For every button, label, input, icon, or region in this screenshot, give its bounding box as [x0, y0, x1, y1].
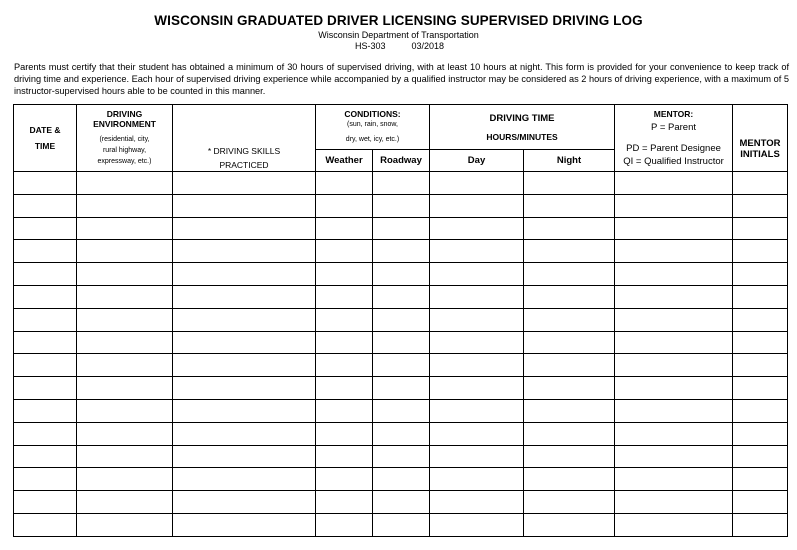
skills-header — [173, 105, 316, 172]
skills-cell[interactable] — [173, 491, 316, 514]
day-cell[interactable] — [430, 308, 524, 331]
mentor-cell[interactable] — [615, 399, 733, 422]
initials-cell[interactable] — [733, 445, 788, 468]
skills-cell[interactable] — [173, 331, 316, 354]
environment-cell[interactable] — [77, 263, 173, 286]
day-header: Day — [430, 150, 524, 172]
mentor-parent: P = Parent — [651, 122, 696, 133]
log-rows — [14, 172, 788, 537]
environment-cell[interactable] — [77, 354, 173, 377]
initials-cell[interactable] — [733, 422, 788, 445]
initials-cell[interactable] — [733, 308, 788, 331]
date-time-cell[interactable] — [14, 240, 77, 263]
night-header: Night — [524, 150, 615, 172]
initials-cell[interactable] — [733, 285, 788, 308]
environment-cell[interactable] — [77, 240, 173, 263]
date-time-cell[interactable] — [14, 468, 77, 491]
roadway-cell[interactable] — [373, 491, 430, 514]
night-cell[interactable] — [524, 491, 615, 514]
date-time-line2: TIME — [34, 141, 56, 151]
mentor-header — [615, 105, 733, 172]
initials-cell[interactable] — [733, 377, 788, 400]
day-cell[interactable] — [430, 263, 524, 286]
mentor-cell[interactable] — [615, 513, 733, 536]
date-time-cell[interactable] — [14, 377, 77, 400]
initials-cell[interactable] — [733, 194, 788, 217]
form-id — [355, 41, 470, 51]
weather-cell[interactable] — [316, 240, 373, 263]
initials-cell[interactable] — [733, 240, 788, 263]
night-cell[interactable] — [524, 217, 615, 240]
mentor-cell[interactable] — [615, 422, 733, 445]
mentor-title: MENTOR: — [653, 109, 694, 119]
mentor-cell[interactable] — [615, 285, 733, 308]
initials-cell[interactable] — [733, 263, 788, 286]
table-row — [14, 308, 788, 331]
conditions-note-line1: (sun, rain, snow, — [347, 121, 398, 128]
skills-cell[interactable] — [173, 377, 316, 400]
date-time-cell[interactable] — [14, 263, 77, 286]
roadway-cell[interactable] — [373, 194, 430, 217]
driving-log-table — [13, 104, 788, 537]
roadway-cell[interactable] — [373, 263, 430, 286]
day-cell[interactable] — [430, 513, 524, 536]
environment-cell[interactable] — [77, 399, 173, 422]
table-row — [14, 399, 788, 422]
roadway-cell[interactable] — [373, 331, 430, 354]
environment-cell[interactable] — [77, 331, 173, 354]
weather-cell[interactable] — [316, 377, 373, 400]
night-cell[interactable] — [524, 240, 615, 263]
initials-cell[interactable] — [733, 172, 788, 195]
roadway-cell[interactable] — [373, 354, 430, 377]
mentor-qualified-instructor: QI = Qualified Instructor — [623, 156, 724, 167]
environment-title-line2: ENVIRONMENT — [93, 119, 156, 129]
initials-cell[interactable] — [733, 491, 788, 514]
initials-cell[interactable] — [733, 399, 788, 422]
skills-cell[interactable] — [173, 445, 316, 468]
form-number: HS-303 — [355, 41, 386, 51]
mentor-cell[interactable] — [615, 354, 733, 377]
conditions-header — [316, 105, 430, 150]
night-cell[interactable] — [524, 513, 615, 536]
weather-cell[interactable] — [316, 513, 373, 536]
roadway-cell[interactable] — [373, 285, 430, 308]
environment-title-line1: DRIVING — [106, 109, 143, 119]
table-row — [14, 468, 788, 491]
weather-cell[interactable] — [316, 217, 373, 240]
roadway-cell[interactable] — [373, 468, 430, 491]
table-row — [14, 194, 788, 217]
roadway-cell[interactable] — [373, 399, 430, 422]
mentor-cell[interactable] — [615, 263, 733, 286]
date-time-cell[interactable] — [14, 399, 77, 422]
day-cell[interactable] — [430, 399, 524, 422]
skills-cell[interactable] — [173, 217, 316, 240]
weather-cell[interactable] — [316, 468, 373, 491]
roadway-cell[interactable] — [373, 217, 430, 240]
night-cell[interactable] — [524, 422, 615, 445]
roadway-cell[interactable] — [373, 513, 430, 536]
date-time-cell[interactable] — [14, 285, 77, 308]
day-cell[interactable] — [430, 422, 524, 445]
roadway-header: Roadway — [373, 150, 430, 172]
mentor-parent-designee: PD = Parent Designee — [626, 143, 721, 154]
weather-cell[interactable] — [316, 172, 373, 195]
hours-minutes-label: HOURS/MINUTES — [486, 131, 558, 142]
environment-header — [77, 105, 173, 172]
mentor-cell[interactable] — [615, 331, 733, 354]
roadway-cell[interactable] — [373, 422, 430, 445]
skills-cell[interactable] — [173, 513, 316, 536]
table-row — [14, 422, 788, 445]
weather-cell[interactable] — [316, 194, 373, 217]
day-cell[interactable] — [430, 172, 524, 195]
initials-line1: MENTOR — [739, 138, 781, 149]
night-cell[interactable] — [524, 354, 615, 377]
day-cell[interactable] — [430, 217, 524, 240]
initials-line2: INITIALS — [740, 149, 780, 160]
weather-cell[interactable] — [316, 445, 373, 468]
night-cell[interactable] — [524, 308, 615, 331]
initials-cell[interactable] — [733, 331, 788, 354]
skills-line2: PRACTICED — [219, 160, 269, 170]
night-cell[interactable] — [524, 263, 615, 286]
initials-header — [733, 105, 788, 172]
date-time-cell[interactable] — [14, 217, 77, 240]
night-cell[interactable] — [524, 399, 615, 422]
mentor-cell[interactable] — [615, 194, 733, 217]
date-time-cell[interactable] — [14, 445, 77, 468]
environment-note-line3: expressway, etc.) — [97, 158, 152, 165]
skills-cell[interactable] — [173, 194, 316, 217]
environment-cell[interactable] — [77, 491, 173, 514]
roadway-cell[interactable] — [373, 172, 430, 195]
environment-cell[interactable] — [77, 422, 173, 445]
mentor-cell[interactable] — [615, 377, 733, 400]
table-row — [14, 377, 788, 400]
roadway-cell[interactable] — [373, 445, 430, 468]
day-cell[interactable] — [430, 354, 524, 377]
night-cell[interactable] — [524, 331, 615, 354]
initials-cell[interactable] — [733, 468, 788, 491]
night-cell[interactable] — [524, 194, 615, 217]
mentor-cell[interactable] — [615, 445, 733, 468]
night-cell[interactable] — [524, 377, 615, 400]
mentor-cell[interactable] — [615, 308, 733, 331]
skills-cell[interactable] — [173, 468, 316, 491]
weather-cell[interactable] — [316, 263, 373, 286]
weather-cell[interactable] — [316, 399, 373, 422]
day-cell[interactable] — [430, 445, 524, 468]
day-cell[interactable] — [430, 491, 524, 514]
intro-paragraph: Parents must certify that their student has obtained a minimum of 30 hours of supervised driving, with at least 10 hours at night. This form is provided for your convenience to keep track of driving time and experience. Each hour of supervised driving experience while accompanied by a qualified instructor may be considered as 2 hours of driving experience, with a maximum of 5 instructor-supervised hours able to be counted in this manner. — [14, 62, 789, 96]
skills-line1: * DRIVING SKILLS — [207, 146, 281, 156]
mentor-cell[interactable] — [615, 491, 733, 514]
roadway-cell[interactable] — [373, 308, 430, 331]
weather-cell[interactable] — [316, 354, 373, 377]
weather-cell[interactable] — [316, 331, 373, 354]
table-row — [14, 217, 788, 240]
environment-cell[interactable] — [77, 217, 173, 240]
conditions-title: CONDITIONS: — [344, 109, 401, 119]
mentor-cell[interactable] — [615, 240, 733, 263]
driving-time-title: DRIVING TIME — [489, 112, 555, 124]
skills-cell[interactable] — [173, 422, 316, 445]
night-cell[interactable] — [524, 445, 615, 468]
table-row — [14, 263, 788, 286]
skills-cell[interactable] — [173, 240, 316, 263]
environment-cell[interactable] — [77, 377, 173, 400]
table-row — [14, 354, 788, 377]
night-cell[interactable] — [524, 468, 615, 491]
skills-cell[interactable] — [173, 172, 316, 195]
table-row — [14, 240, 788, 263]
initials-cell[interactable] — [733, 217, 788, 240]
roadway-cell[interactable] — [373, 377, 430, 400]
mentor-cell[interactable] — [615, 468, 733, 491]
date-time-cell[interactable] — [14, 331, 77, 354]
date-time-cell[interactable] — [14, 513, 77, 536]
mentor-cell[interactable] — [615, 172, 733, 195]
date-time-cell[interactable] — [14, 422, 77, 445]
document-title: WISCONSIN GRADUATED DRIVER LICENSING SUPERVISED DRIVING LOG — [154, 13, 643, 28]
environment-cell[interactable] — [77, 445, 173, 468]
skills-cell[interactable] — [173, 354, 316, 377]
day-cell[interactable] — [430, 377, 524, 400]
table-row — [14, 445, 788, 468]
environment-cell[interactable] — [77, 308, 173, 331]
weather-cell[interactable] — [316, 308, 373, 331]
environment-cell[interactable] — [77, 513, 173, 536]
table-row — [14, 285, 788, 308]
skills-cell[interactable] — [173, 399, 316, 422]
day-cell[interactable] — [430, 285, 524, 308]
night-cell[interactable] — [524, 285, 615, 308]
initials-cell[interactable] — [733, 513, 788, 536]
table-row — [14, 513, 788, 536]
roadway-cell[interactable] — [373, 240, 430, 263]
initials-cell[interactable] — [733, 354, 788, 377]
table-row — [14, 172, 788, 195]
date-time-cell[interactable] — [14, 194, 77, 217]
date-time-cell[interactable] — [14, 308, 77, 331]
skills-cell[interactable] — [173, 285, 316, 308]
table-row — [14, 491, 788, 514]
environment-cell[interactable] — [77, 468, 173, 491]
environment-cell[interactable] — [77, 194, 173, 217]
conditions-note-line2: dry, wet, icy, etc.) — [345, 136, 400, 143]
environment-cell[interactable] — [77, 285, 173, 308]
date-time-line1: DATE & — [29, 125, 61, 135]
night-cell[interactable] — [524, 172, 615, 195]
weather-cell[interactable] — [316, 422, 373, 445]
environment-cell[interactable] — [77, 172, 173, 195]
weather-cell[interactable] — [316, 491, 373, 514]
day-cell[interactable] — [430, 240, 524, 263]
day-cell[interactable] — [430, 194, 524, 217]
day-cell[interactable] — [430, 468, 524, 491]
department-name: Wisconsin Department of Transportation — [318, 30, 479, 40]
day-cell[interactable] — [430, 331, 524, 354]
form-date: 03/2018 — [411, 41, 445, 51]
environment-note-line1: (residential, city, — [99, 136, 150, 143]
skills-cell[interactable] — [173, 308, 316, 331]
mentor-cell[interactable] — [615, 217, 733, 240]
weather-header: Weather — [316, 150, 373, 172]
table-row — [14, 331, 788, 354]
skills-cell[interactable] — [173, 263, 316, 286]
date-time-cell[interactable] — [14, 491, 77, 514]
date-time-cell[interactable] — [14, 172, 77, 195]
driving-time-header — [430, 105, 615, 150]
environment-note-line2: rural highway, — [102, 147, 147, 154]
date-time-header — [14, 105, 77, 172]
weather-cell[interactable] — [316, 285, 373, 308]
date-time-cell[interactable] — [14, 354, 77, 377]
